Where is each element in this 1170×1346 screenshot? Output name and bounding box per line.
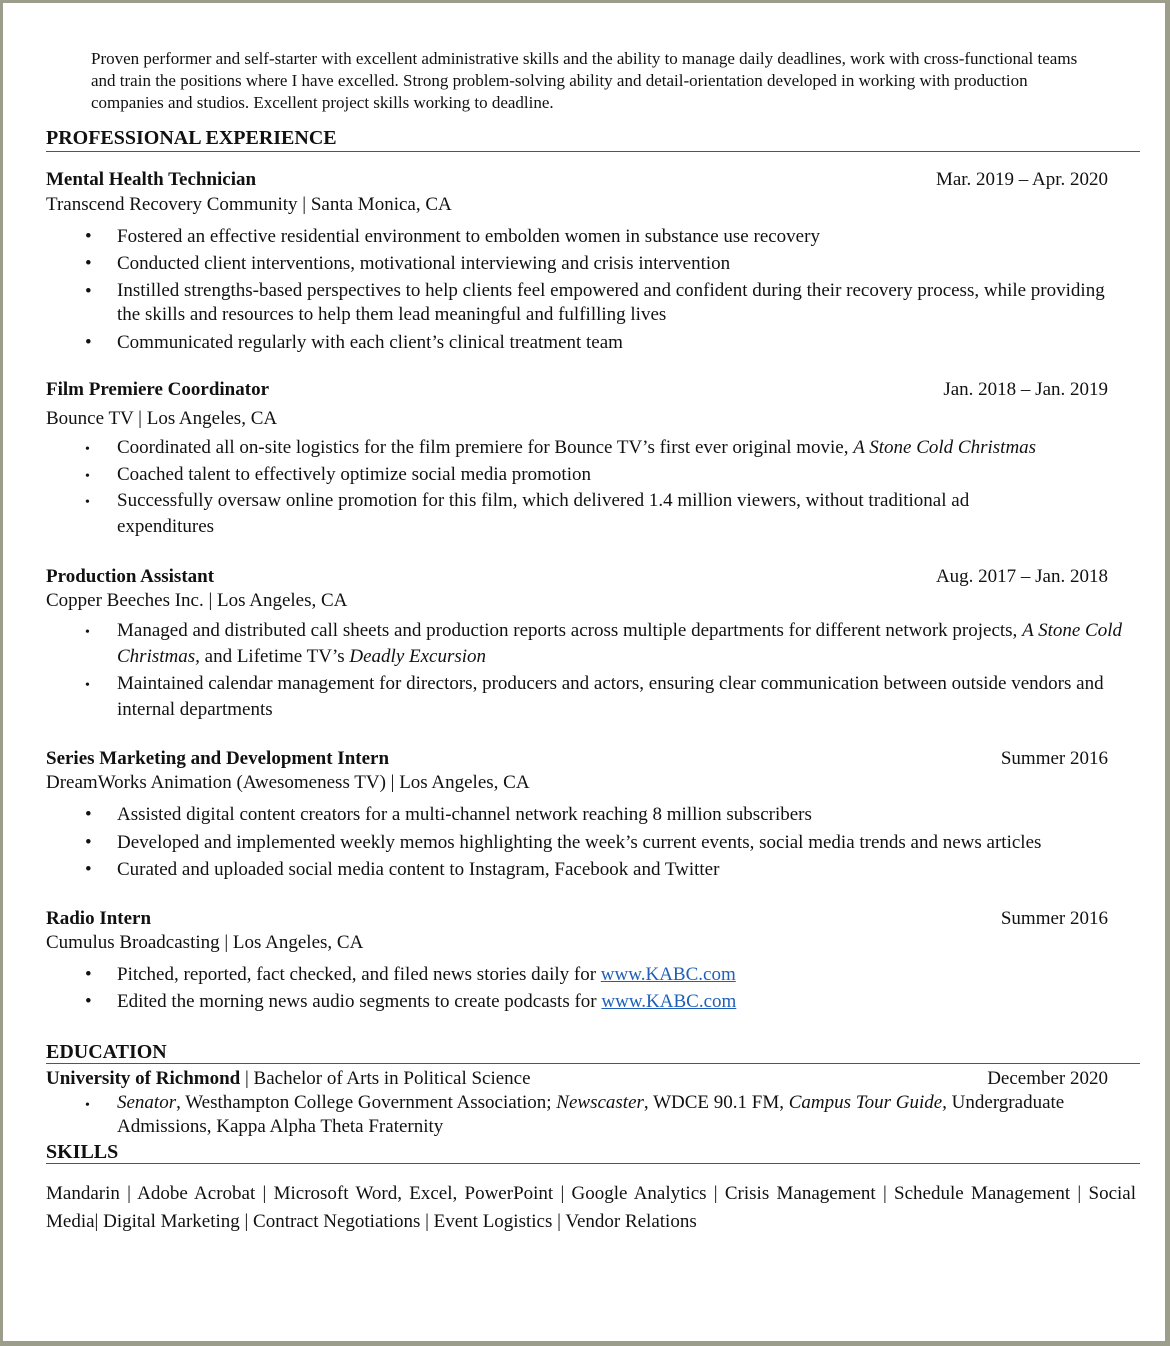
- organization: , Westhampton College Government Association;: [176, 1092, 557, 1113]
- bullet-icon: •: [85, 281, 92, 302]
- job-bullet: [117, 435, 1127, 461]
- bullet-icon: •: [85, 678, 90, 693]
- bullet-icon: •: [85, 469, 90, 484]
- education-rule: [46, 1063, 1140, 1064]
- skills-heading: SKILLS: [46, 1141, 119, 1163]
- experience-rule: [46, 151, 1140, 152]
- bullet-icon: •: [85, 964, 92, 985]
- skills-rule: [46, 1163, 1140, 1164]
- job-bullet: Fostered an effective residential environment to embolden women in substance use recovery: [117, 226, 820, 247]
- job-bullet: Successfully oversaw online promotion for this film, which delivered 1.4 million viewers, without traditional ad expenditures: [117, 490, 970, 537]
- experience-heading: PROFESSIONAL EXPERIENCE: [46, 127, 337, 149]
- job-company: DreamWorks Animation (Awesomeness TV) | Los Angeles, CA: [46, 772, 530, 793]
- role: Senator: [117, 1092, 177, 1113]
- job-bullet-text: Pitched, reported, fact checked, and filed news stories daily for: [117, 964, 601, 985]
- job-bullet: [117, 618, 1127, 670]
- job-bullet-text: Coordinated all on-site logistics for the film premiere for Bounce TV’s first ever original movie,: [117, 437, 849, 458]
- bullet-icon: •: [85, 442, 90, 457]
- organization: Undergraduate Admissions, Kappa Alpha Theta Fraternity: [117, 1092, 1065, 1137]
- bullet-icon: •: [85, 226, 92, 247]
- resume-page: [3, 3, 1165, 1341]
- job-dates: Jan. 2018 – Jan. 2019: [943, 379, 1108, 400]
- movie-title: A Stone Cold Christmas: [853, 437, 1037, 458]
- bullet-icon: •: [85, 991, 92, 1012]
- job-header: [46, 565, 1108, 589]
- organization: , WDCE 90.1 FM,: [643, 1092, 789, 1113]
- job-bullet: [117, 989, 1127, 1015]
- job-company: Cumulus Broadcasting | Los Angeles, CA: [46, 932, 364, 953]
- bullet-icon: •: [85, 495, 90, 510]
- job-company: Transcend Recovery Community | Santa Monica, CA: [46, 194, 452, 215]
- job-title: Production Assistant: [46, 566, 215, 587]
- job-bullet-text: and Lifetime TV’s: [199, 646, 350, 667]
- job-dates: Aug. 2017 – Jan. 2018: [935, 566, 1108, 587]
- job-title: Radio Intern: [46, 908, 152, 929]
- job-bullet: Coached talent to effectively optimize social media promotion: [117, 464, 591, 485]
- role: Newscaster: [556, 1092, 644, 1113]
- job-title: Film Premiere Coordinator: [46, 379, 270, 400]
- bullet-icon: •: [85, 332, 92, 353]
- education-header: [46, 1067, 1108, 1091]
- job-bullet-text: Edited the morning news audio segments to create podcasts for: [117, 991, 602, 1012]
- job-dates: Mar. 2019 – Apr. 2020: [935, 169, 1108, 190]
- movie-title: Deadly Excursion: [349, 646, 487, 667]
- job-dates: Summer 2016: [1000, 908, 1108, 929]
- education-heading: EDUCATION: [46, 1041, 167, 1063]
- job-title: Series Marketing and Development Intern: [46, 748, 390, 769]
- job-header: [46, 907, 1108, 931]
- job-bullet: Developed and implemented weekly memos highlighting the week’s current events, social media trends and news articles: [117, 832, 1042, 853]
- school-name: University of Richmond: [46, 1068, 241, 1089]
- bullet-icon: •: [85, 253, 92, 274]
- bullet-icon: •: [85, 625, 90, 640]
- job-company: Copper Beeches Inc. | Los Angeles, CA: [46, 590, 348, 611]
- job-bullet-text: Managed and distributed call sheets and production reports across multiple departments for different network projects,: [117, 620, 1018, 641]
- job-header: [46, 378, 1108, 402]
- kabc-link[interactable]: www.KABC.com: [600, 964, 736, 985]
- job-header: [46, 168, 1108, 192]
- cropped-header-remnant: [381, 15, 681, 25]
- job-title: Mental Health Technician: [46, 169, 257, 190]
- kabc-link[interactable]: www.KABC.com: [601, 991, 737, 1012]
- summary-paragraph: Proven performer and self-starter with excellent administrative skills and the ability to manage daily deadlines, work with cross-functional teams and train the positions where I have excelled. Strong problem-solving ability and detail-orientation developed in working with production companies and studios. Excellent project skills working to deadline.: [91, 49, 1078, 112]
- skills-list: Mandarin | Adobe Acrobat | Microsoft Word, Excel, PowerPoint | Google Analytics | Crisis Management | Schedule Management | Social Media| Digital Marketing | Contract Negotiations | Event Logistics | Vendor Relations: [46, 1183, 1136, 1232]
- graduation-date: December 2020: [987, 1068, 1108, 1089]
- job-company: Bounce TV | Los Angeles, CA: [46, 408, 278, 429]
- bullet-icon: •: [85, 832, 92, 853]
- bullet-icon: •: [85, 804, 92, 825]
- education-bullet: [117, 1091, 1127, 1139]
- job-bullet: Maintained calendar management for directors, producers and actors, ensuring clear communication between outside vendors and internal departments: [117, 673, 1104, 720]
- job-dates: Summer 2016: [1000, 748, 1108, 769]
- job-bullet: Assisted digital content creators for a multi-channel network reaching 8 million subscribers: [117, 804, 812, 825]
- bullet-icon: •: [85, 859, 92, 880]
- role: Campus Tour Guide,: [788, 1092, 947, 1113]
- job-bullet: [117, 962, 1127, 988]
- movie-title: A Stone Cold Christmas,: [117, 620, 1122, 667]
- job-bullet: Conducted client interventions, motivational interviewing and crisis intervention: [117, 253, 731, 274]
- job-bullet: Curated and uploaded social media content to Instagram, Facebook and Twitter: [117, 859, 720, 880]
- job-header: [46, 747, 1108, 771]
- degree: | Bachelor of Arts in Political Science: [240, 1068, 531, 1089]
- bullet-icon: •: [85, 1098, 90, 1113]
- job-bullet: Instilled strengths-based perspectives to help clients feel empowered and confident during their recovery process, while providing the skills and resources to help them lead meaningful and fulfilling lives: [117, 280, 1105, 325]
- job-bullet: Communicated regularly with each client’s clinical treatment team: [117, 332, 623, 353]
